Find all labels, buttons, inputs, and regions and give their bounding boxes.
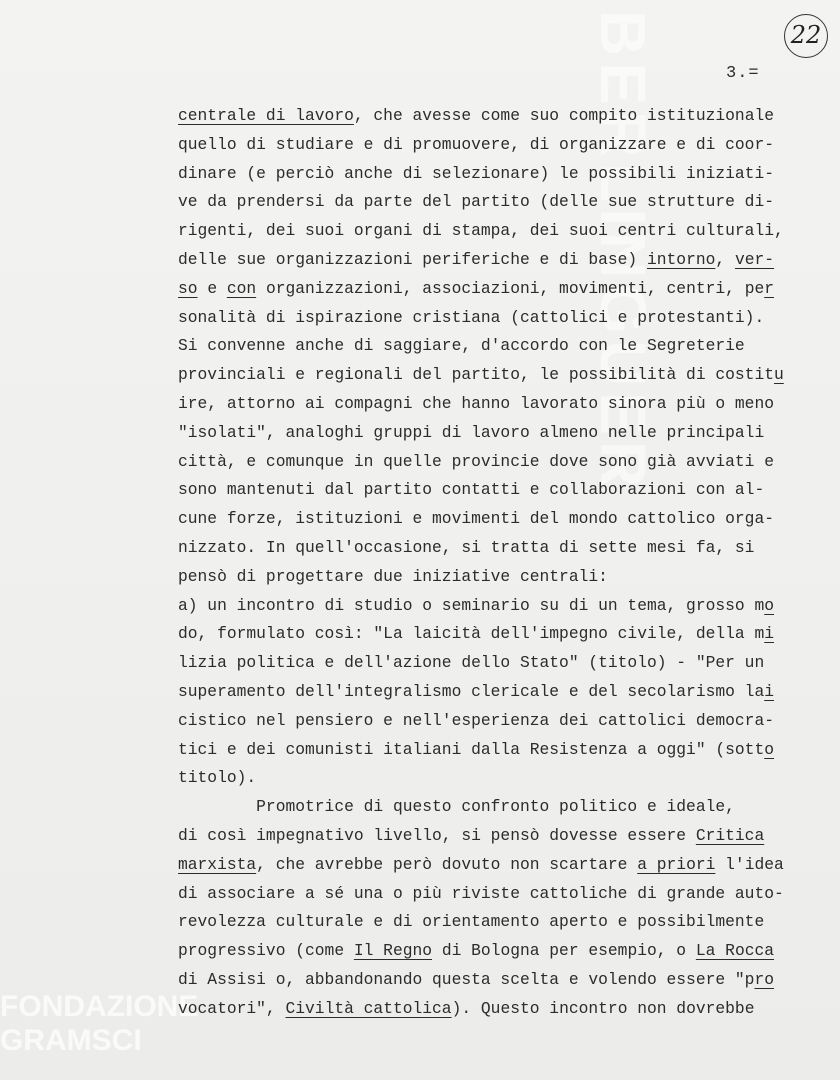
text-segment: cune forze, istituzioni e movimenti del mondo cattolico orga- — [178, 509, 774, 529]
text-segment: di così impegnativo livello, si pensò dovesse essere — [178, 825, 696, 845]
text-line — [178, 275, 818, 304]
text-line — [178, 188, 818, 217]
underlined-text: r — [764, 278, 775, 298]
text-segment: e — [197, 278, 227, 298]
text-line — [178, 880, 818, 909]
text-segment: organizzazioni, associazioni, movimenti, centri, pe — [256, 278, 765, 298]
watermark-bottom-line1: FONDAZIONE — [0, 990, 199, 1023]
text-segment: città, e comunque in quelle provincie dove sono già avviati e — [178, 451, 774, 471]
text-line — [178, 448, 818, 477]
text-segment: ire, attorno ai compagni che hanno lavorato sinora più o meno — [178, 393, 774, 413]
text-segment: provinciali e regionali del partito, le possibilità di costit — [178, 365, 774, 385]
text-line — [178, 217, 818, 246]
text-line — [178, 678, 818, 707]
text-segment: delle sue organizzazioni periferiche e di base) — [178, 249, 647, 269]
page-stamp-circle: 22 — [784, 14, 828, 58]
text-line — [178, 995, 818, 1024]
text-line — [178, 966, 818, 995]
text-segment: sono mantenuti dal partito contatti e collaborazioni con al- — [178, 480, 765, 500]
text-line — [178, 246, 818, 275]
text-segment: l'idea — [715, 854, 784, 874]
text-segment: nizzato. In quell'occasione, si tratta di sette mesi fa, si — [178, 537, 755, 557]
text-segment: revolezza culturale e di orientamento aperto e possibilmente — [178, 912, 765, 932]
text-segment: do, formulato così: "La laicità dell'impegno civile, della m — [178, 624, 765, 644]
watermark-bottom-line2: GRAMSCI — [0, 1024, 142, 1057]
text-segment: vocatori", — [178, 998, 286, 1018]
underlined-text: Il Regno — [353, 941, 433, 961]
underlined-text: so — [178, 278, 198, 298]
text-line — [178, 390, 818, 419]
text-segment: di Bologna per esempio, o — [432, 941, 696, 961]
text-line — [178, 534, 818, 563]
underlined-text: o — [764, 739, 775, 759]
watermark-bottom — [0, 990, 198, 1058]
page-number: 3.= — [726, 64, 760, 83]
text-segment: lizia politica e dell'azione dello Stato" (titolo) - "Per un — [178, 653, 765, 673]
text-line — [178, 707, 818, 736]
underlined-text: i — [764, 624, 775, 644]
text-line — [178, 851, 818, 880]
text-line — [178, 649, 818, 678]
text-line — [178, 764, 818, 793]
text-segment: di associare a sé una o più riviste cattoliche di grande auto- — [178, 883, 784, 903]
text-segment: ). Questo incontro non dovrebbe — [451, 998, 755, 1018]
text-line — [178, 563, 818, 592]
underlined-text: a priori — [637, 854, 716, 874]
text-line — [178, 908, 818, 937]
text-segment: pensò di progettare due iniziative centrali: — [178, 566, 608, 586]
text-line — [178, 102, 818, 131]
text-line — [178, 505, 818, 534]
text-segment: rigenti, dei suoi organi di stampa, dei suoi centri culturali, — [178, 221, 784, 241]
text-segment: Promotrice di questo confronto politico e ideale, — [178, 797, 735, 817]
text-line — [178, 160, 818, 189]
text-line — [178, 592, 818, 621]
text-line — [178, 332, 818, 361]
text-segment: "isolati", analoghi gruppi di lavoro almeno nelle principali — [178, 422, 765, 442]
text-line — [178, 937, 818, 966]
text-line — [178, 131, 818, 160]
text-segment: , che avesse come suo compito istituzionale — [353, 106, 774, 125]
text-segment: Si convenne anche di saggiare, d'accordo con le Segreterie — [178, 336, 745, 356]
text-line — [178, 793, 818, 822]
underlined-text: Civiltà cattolica — [285, 998, 452, 1018]
text-line — [178, 361, 818, 390]
text-line — [178, 736, 818, 765]
text-line — [178, 304, 818, 333]
text-segment: progressivo (come — [178, 941, 354, 961]
underlined-text: La Rocca — [695, 941, 775, 961]
text-segment: superamento dell'integralismo clericale e del secolarismo la — [178, 681, 765, 701]
text-line — [178, 476, 818, 505]
underlined-text: centrale di lavoro — [178, 106, 354, 125]
text-line — [178, 822, 818, 851]
text-segment: cistico nel pensiero e nell'esperienza dei cattolici democra- — [178, 710, 774, 730]
text-segment: , — [715, 249, 735, 269]
text-segment: ve da prendersi da parte del partito (delle sue strutture di- — [178, 192, 774, 212]
underlined-text: i — [764, 681, 775, 701]
text-segment: sonalità di ispirazione cristiana (cattolici e protestanti). — [178, 307, 765, 327]
text-line — [178, 419, 818, 448]
underlined-text: intorno — [646, 249, 716, 269]
underlined-text: ver- — [734, 249, 775, 269]
underlined-text: o — [764, 595, 775, 615]
text-line — [178, 620, 818, 649]
text-segment: tici e dei comunisti italiani dalla Resistenza a oggi" (sott — [178, 739, 765, 759]
underlined-text: Critica — [695, 825, 765, 845]
underlined-text: con — [226, 278, 257, 298]
text-segment: dinare (e perciò anche di selezionare) le possibili iniziati- — [178, 163, 774, 183]
text-segment: a) un incontro di studio o seminario su di un tema, grosso m — [178, 595, 765, 615]
watermark-vertical: BERLINGUER — [587, 10, 659, 494]
text-segment: quello di studiare e di promuovere, di organizzare e di coor- — [178, 134, 774, 154]
underlined-text: marxista — [178, 854, 257, 874]
underlined-text: u — [774, 365, 784, 385]
text-segment: , che avrebbe però dovuto non scartare — [256, 854, 638, 874]
underlined-text: ro — [754, 969, 774, 989]
body-text — [178, 102, 818, 1024]
text-segment: titolo). — [178, 768, 257, 788]
text-segment: di Assisi o, abbandonando questa scelta e volendo essere "p — [178, 969, 755, 989]
